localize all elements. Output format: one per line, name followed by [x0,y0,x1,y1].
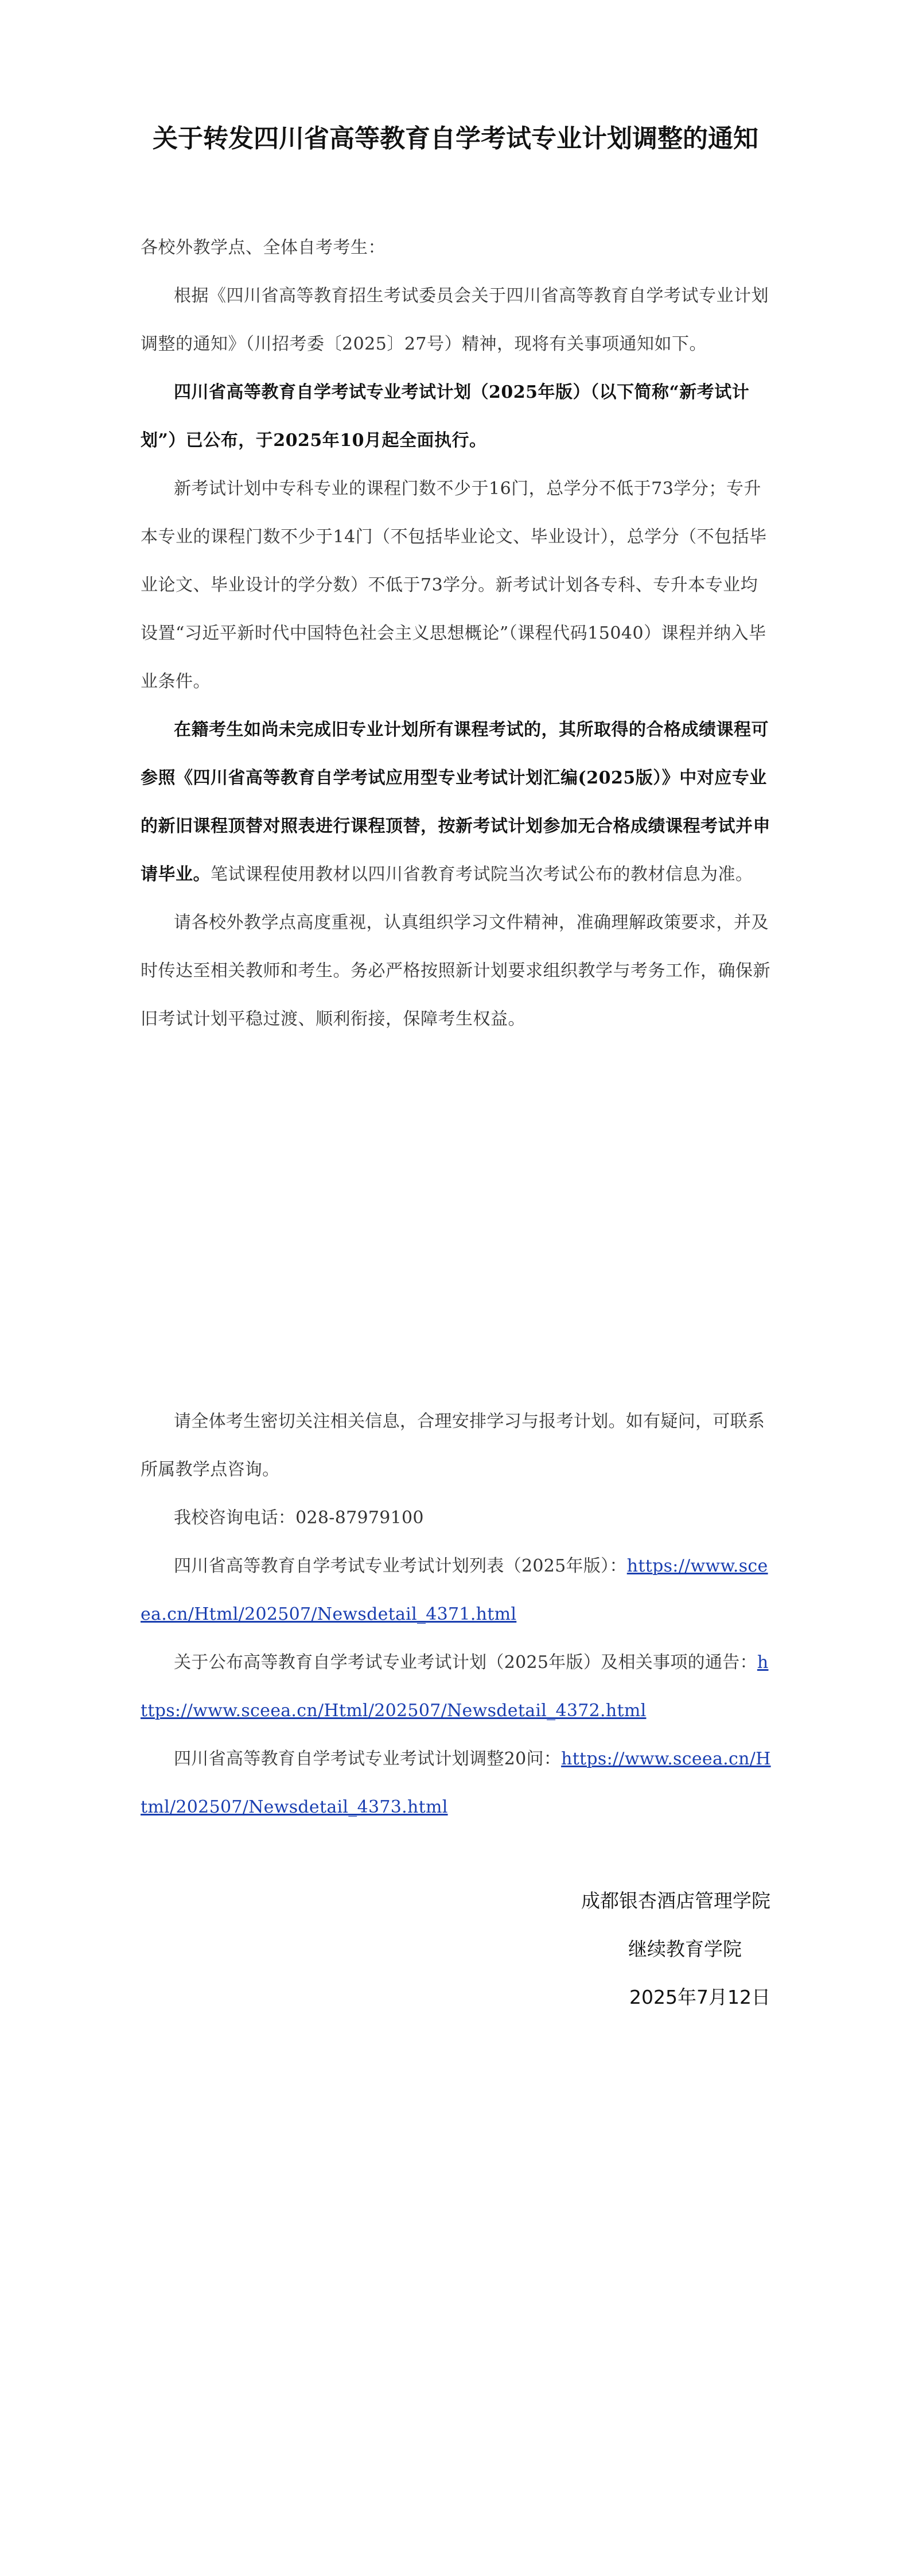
signature-date: 2025年7月12日 [629,1986,770,2008]
paragraph-substitution [141,706,772,899]
link-label-announcement: 关于公布高等教育自学考试专业考试计划（2025年版）及相关事项的通告： [174,1652,757,1673]
link-faq[interactable]: https://www.sceea.cn/Html/202507/Newsdetail_4373.html [141,1749,771,1817]
substitution-emphasis: 在籍考生如尚未完成旧专业计划所有课程考试的，其所取得的合格成绩课程可参照《四川省高等教育自学考试应用型专业考试计划汇编(2025版）》中对应专业的新旧课程顶替对照表进行课程顶替，按新考试计划参加无合格成绩课程考试并申请毕业。 [141,720,770,884]
link-item-plan-list [141,1542,772,1639]
link-plan-list[interactable]: https://www.sceea.cn/Html/202507/Newsdetail_4371.html [141,1556,768,1624]
signature-dept: 继续教育学院 [628,1938,742,1960]
notice-body [141,224,772,1043]
paragraph-basis: 根据《四川省高等教育招生考试委员会关于四川省高等教育自学考试专业计划调整的通知》（川招考委〔2025〕27号）精神，现将有关事项通知如下。 [141,286,769,354]
link-label-faq: 四川省高等教育自学考试专业考试计划调整20问： [174,1749,562,1769]
page-title: 关于转发四川省高等教育自学考试专业计划调整的通知 [153,124,758,153]
consult-phone: 我校咨询电话：028-87979100 [174,1508,424,1528]
link-announcement[interactable]: https://www.sceea.cn/Html/202507/Newsdetail_4372.html [141,1652,769,1721]
substitution-textbook: 笔试课程使用教材以四川省教育考试院当次考试公布的教材信息为准。 [211,864,753,884]
paragraph-new-plan: 四川省高等教育自学考试专业考试计划（2025年版）（以下简称“新考试计划”）已公布，于2025年10月起全面执行。 [141,382,750,451]
salutation: 各校外教学点、全体自考考生： [141,238,386,258]
notice-contacts [141,1398,772,1832]
paragraph-requirements: 请各校外教学点高度重视，认真组织学习文件精神，准确理解政策要求，并及时传达至相关教师和考生。务必严格按照新计划要求组织教学与考务工作，确保新旧考试计划平稳过渡、顺利衔接，保障考生权益。 [141,913,770,1029]
link-item-faq [141,1735,772,1832]
link-label-plan-list: 四川省高等教育自学考试专业考试计划列表（2025年版）： [174,1556,627,1576]
paragraph-credits: 新考试计划中专科专业的课程门数不少于16门，总学分不低于73学分；专升本专业的课程门数不少于14门（不包括毕业论文、毕业设计），总学分（不包括毕业论文、毕业设计的学分数）不低于73学分。新考试计划各专科、专升本专业均设置“习近平新时代中国特色社会主义思想概论”（课程代码15040）课程并纳入毕业条件。 [141,479,767,692]
paragraph-notice: 请全体考生密切关注相关信息，合理安排学习与报考计划。如有疑问，可联系所属教学点咨询。 [141,1411,765,1480]
signature-block [426,1877,770,2022]
signature-org: 成都银杏酒店管理学院 [581,1890,770,1912]
link-item-announcement [141,1639,772,1735]
